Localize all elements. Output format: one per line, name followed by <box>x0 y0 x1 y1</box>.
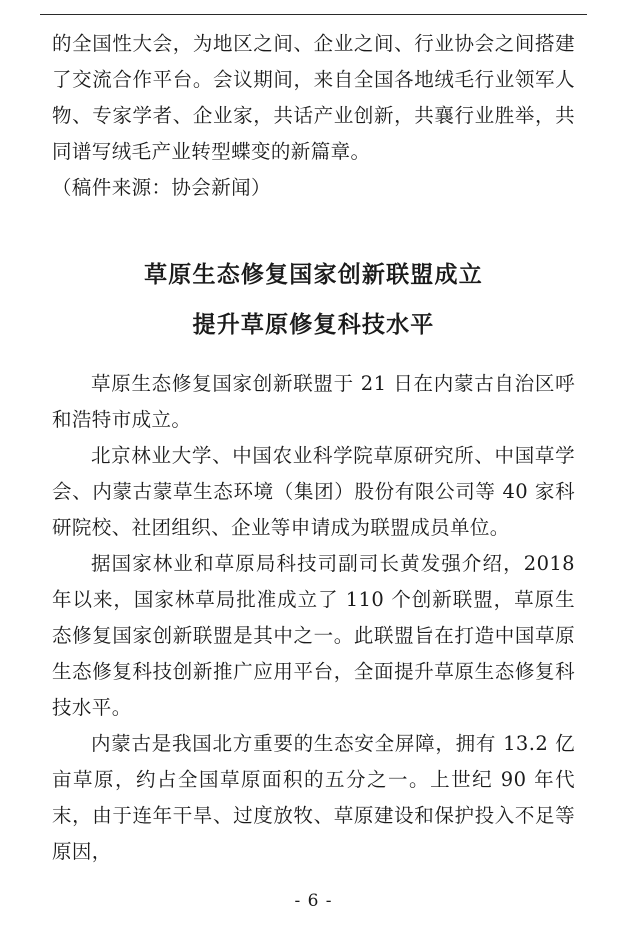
body-paragraph-2: 北京林业大学、中国农业科学院草原研究所、中国草学会、内蒙古蒙草生态环境（集团）股份有限公司等 40 家科研院校、社团组织、企业等申请成为联盟成员单位。 <box>52 444 575 539</box>
top-section <box>52 26 575 206</box>
page-number: - 6 - <box>294 891 333 911</box>
page-top-rule <box>40 14 587 15</box>
source-attribution: （稿件来源：协会新闻） <box>52 176 271 199</box>
headline-line-1: 草原生态修复国家创新联盟成立 <box>144 261 483 288</box>
headline-line-2: 提升草原修复科技水平 <box>192 311 435 338</box>
body-paragraph-4: 内蒙古是我国北方重要的生态安全屏障，拥有 13.2 亿亩草原，约占全国草原面积的五分之一。上世纪 90 年代末，由于连年干旱、过度放牧、草原建设和保护投入不足等原因， <box>52 732 575 863</box>
body-paragraph-1: 草原生态修复国家创新联盟于 21 日在内蒙古自治区呼和浩特市成立。 <box>52 372 575 431</box>
article-headline <box>52 250 575 350</box>
body-paragraph-3: 据国家林业和草原局科技司副司长黄发强介绍，2018 年以来，国家林草局批准成立了 110 个创新联盟，草原生态修复国家创新联盟是其中之一。此联盟旨在打造中国草原生态修复科技创新推广应用平台，全面提升草原生态修复科技水平。 <box>52 552 575 719</box>
paragraph-continued: 的全国性大会，为地区之间、企业之间、行业协会之间搭建了交流合作平台。会议期间，来自全国各地绒毛行业领军人物、专家学者、企业家，共话产业创新，共襄行业胜举，共同谱写绒毛产业转型蝶变的新篇章。 <box>52 32 575 163</box>
article-body <box>52 366 575 870</box>
